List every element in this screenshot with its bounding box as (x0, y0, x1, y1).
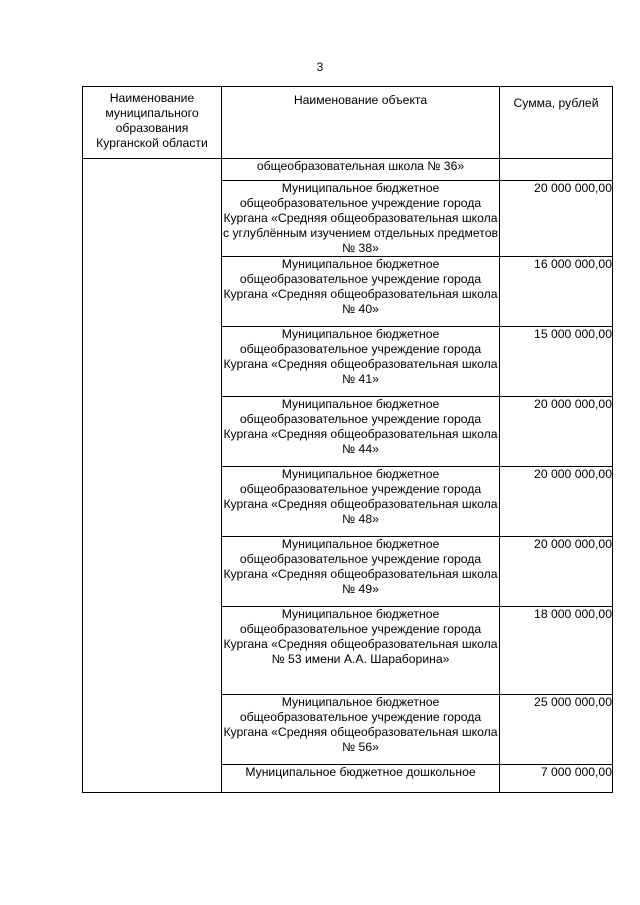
amount-cell: 25 000 000,00 (500, 695, 613, 765)
table-header-row (83, 87, 613, 159)
object-name-cell: Муниципальное бюджетное общеобразовательное учреждение города Кургана «Средняя общеобразовательная школа № 56» (222, 695, 500, 765)
page-number: 3 (316, 60, 324, 74)
amount-cell: 16 000 000,00 (500, 257, 613, 327)
allocation-table (82, 86, 613, 793)
object-name-cell: Муниципальное бюджетное общеобразовательное учреждение города Кургана «Средняя общеобразовательная школа № 44» (222, 397, 500, 467)
region-cell (83, 159, 222, 793)
object-name-cell: Муниципальное бюджетное общеобразовательное учреждение города Кургана «Средняя общеобразовательная школа № 41» (222, 327, 500, 397)
object-name-cell: общеобразовательная школа № 36» (222, 159, 500, 181)
object-name-cell: Муниципальное бюджетное общеобразовательное учреждение города Кургана «Средняя общеобразовательная школа с углублённым изучением отдельных предметов № 38» (222, 181, 498, 255)
header-region (83, 87, 222, 159)
header-object-label: Наименование объекта (293, 93, 428, 107)
header-object (222, 87, 500, 159)
amount-cell (500, 159, 613, 181)
amount-cell: 7 000 000,00 (500, 765, 613, 793)
header-amount-label: Сумма, рублей (513, 96, 599, 110)
header-amount (500, 87, 613, 159)
object-name-cell: Муниципальное бюджетное общеобразовательное учреждение города Кургана «Средняя общеобразовательная школа № 53 имени А.А. Шараборина» (222, 607, 500, 695)
amount-cell: 20 000 000,00 (500, 181, 613, 257)
object-name-cell: Муниципальное бюджетное общеобразовательное учреждение города Кургана «Средняя общеобразовательная школа № 49» (222, 537, 500, 607)
table-row (83, 159, 613, 181)
object-name-cell: Муниципальное бюджетное общеобразовательное учреждение города Кургана «Средняя общеобразовательная школа № 48» (222, 467, 500, 537)
amount-cell: 15 000 000,00 (500, 327, 613, 397)
header-region-label: Наименование муниципального образования Курганской области (96, 91, 208, 150)
amount-cell: 20 000 000,00 (500, 537, 613, 607)
object-name-cell: Муниципальное бюджетное дошкольное (222, 765, 500, 793)
amount-cell: 18 000 000,00 (500, 607, 613, 695)
object-name-cell: Муниципальное бюджетное общеобразовательное учреждение города Кургана «Средняя общеобразовательная школа № 40» (222, 257, 500, 327)
amount-cell: 20 000 000,00 (500, 397, 613, 467)
amount-cell: 20 000 000,00 (500, 467, 613, 537)
